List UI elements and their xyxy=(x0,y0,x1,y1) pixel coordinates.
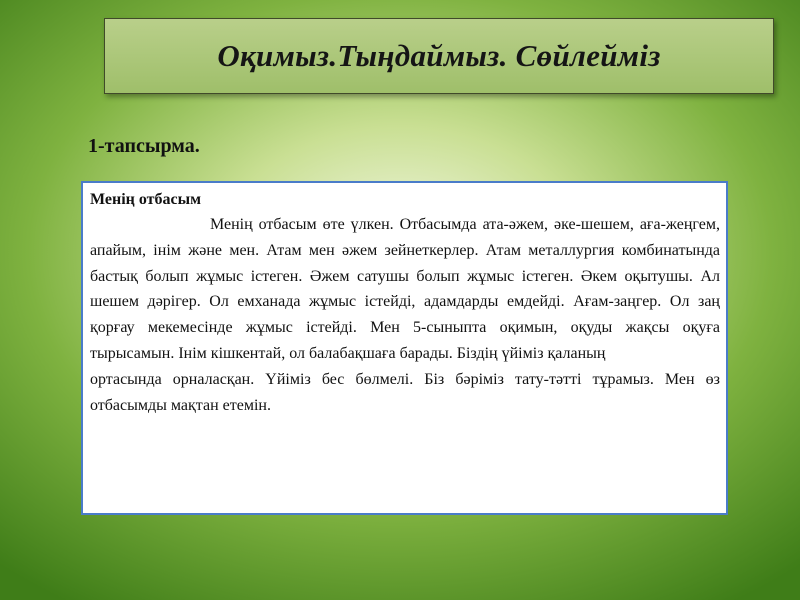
slide-title: Оқимыз.Тыңдаймыз. Сөйлейміз xyxy=(217,38,661,73)
text-heading: Менің отбасым xyxy=(90,191,202,208)
text-paragraph-2: ортасында орналасқан. Үйіміз бес бөлмелі. Біз бәріміз тату-тәтті тұрамыз. Мен өз отбасымды мақтан етемін. xyxy=(90,370,720,414)
reading-text-box xyxy=(81,181,728,515)
text-paragraph-1: Менің отбасым өте үлкен. Отбасымда ата-әжем, әке-шешем, аға-жеңгем, апайым, інім және мен. Атам мен әжем зейнеткерлер. Атам металлургия комбинатында бастық болып жұмыс істеген. Әжем сатушы болып жұмыс істеген. Әкем оқытушы. Ал шешем дәрігер. Ол емханада жұмыс істейді, адамдарды емдейді. Ағам-заңгер. Ол заң қорғау мекемесінде жұмыс істейді. Мен 5-сыныпта оқимын, оқуды жақсы оқуға тырысамын. Інім кішкентай, ол балабақшаға барады. Біздің үйіміз қаланың xyxy=(90,216,720,362)
title-banner xyxy=(104,18,774,94)
task-label: 1-тапсырма. xyxy=(88,135,200,157)
